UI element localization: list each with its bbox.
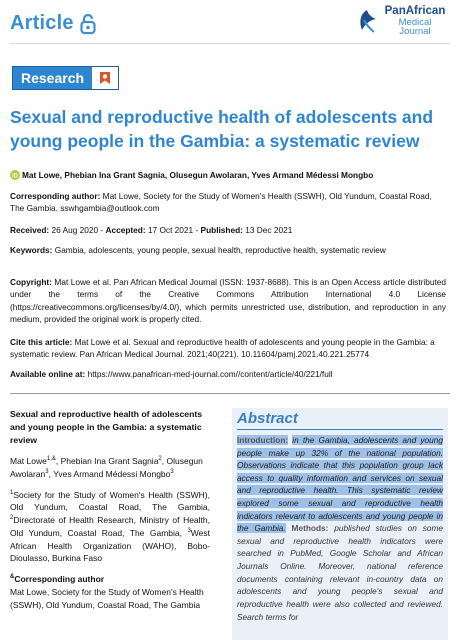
keywords-label: Keywords: (10, 245, 53, 255)
left-column (10, 408, 210, 611)
citation-block (10, 336, 446, 361)
left-column-corresponding-text: Mat Lowe, Society for the Study of Women's Health (SSWH), Old Yundum, Coastal Road, The Gambia (10, 586, 204, 610)
published-label: Published: (200, 225, 243, 235)
journal-brand (380, 6, 450, 37)
open-access-badge (92, 67, 118, 89)
left-column-affiliations: $^1$Society for the Study of Women's Health (SSWH), Old Yundum, Coastal Road, The Gambia, $^2$Directorate of Health Research, Ministry of Health, Old Yundum, Coastal Road, The Gambia, $^3$West African Health Organization (WAHO), Bobo-Dioulasso, Burkina Faso (10, 489, 210, 564)
orcid-icon[interactable] (10, 170, 20, 180)
received-date: 26 Aug 2020 (51, 225, 99, 235)
corresponding-text: Mat Lowe, Society for the Study of Women's Health (SSWH), Old Yundum, Coastal Road, The Gambia. sswhgambia@outlook.com (10, 191, 432, 214)
article-title: Sexual and reproductive health of adolescents and young people in the Gambia: a systematic review (10, 107, 434, 151)
accepted-date: 17 Oct 2021 (147, 225, 194, 235)
corresponding-author-block (10, 190, 446, 215)
abstract-body (237, 434, 443, 623)
keywords-block (10, 244, 446, 256)
journal-logo-icon (356, 8, 378, 34)
abstract-heading: Abstract (237, 410, 298, 427)
left-column-authors: Mat Lowe$^{1,\&}$, Phebian Ina Grant Sagnia$^2$, Olusegun Awolaran$^3$, Yves Armand Médessi Mongbo$^3$ (10, 456, 203, 479)
brand-line-2: Medical (398, 16, 432, 28)
copyright-text: Mat Lowe et al. Pan African Medical Journal (ISSN: 1937-8688). This is an Open Access article distributed under the terms of the Creative Commons Attribution International 4.0 License (https://creativecommons.org/licenses/by/4.0/), which permits unrestricted use, distribution, and reproduction in any medium, provided the original work is properly cited. (10, 277, 446, 325)
abstract-rule (237, 429, 443, 430)
article-label: Article (10, 12, 74, 34)
available-link[interactable]: https://www.panafrican-med-journal.com//content/article/40/221/full (87, 369, 333, 379)
received-label: Received: (10, 225, 50, 235)
bookmark-icon (97, 70, 113, 86)
dates-block: Received: 26 Aug 2020 - Accepted: 17 Oct 2021 - Published: 13 Dec 2021 (10, 225, 293, 235)
abstract-intro-text: in the Gambia, adolescents and young people make up 32% of the national population. Observations indicate that this population group lack access to quality information and services on sexual and reproductive health. This systematic review explored some sexual and reproductive health indicators relevant to adolescents and young people in the Gambia. (237, 435, 444, 534)
left-column-title: Sexual and reproductive health of adolescents and young people in the Gambia: a systematic review (10, 409, 203, 446)
research-label: Research (13, 67, 92, 89)
left-column-corresponding-label: &Corresponding author (10, 574, 105, 585)
keywords-text: Gambia, adolescents, young people, sexual health, reproductive health, systematic review (54, 245, 386, 255)
corresponding-label: Corresponding author: (10, 191, 101, 201)
copyright-label: Copyright: (10, 277, 52, 287)
section-divider (10, 393, 450, 394)
cite-label: Cite this article: (10, 337, 73, 347)
abstract-methods-label: Methods: (291, 523, 329, 534)
cite-text: Mat Lowe et al. Sexual and reproductive health of adolescents and young people in the Gambia: a systematic review. Pan African Medical Journal. 2021;40(221). 10.11604/pamj.2021.40.221.25774 (10, 337, 435, 360)
article-type-badge (12, 66, 119, 90)
svg-text:iD: iD (12, 173, 18, 180)
author-list: Mat Lowe, Phebian Ina Grant Sagnia, Olusegun Awolaran, Yves Armand Médessi Mongbo (22, 170, 374, 180)
available-label: Available online at: (10, 369, 86, 379)
abstract-intro-label: Introduction: (237, 435, 289, 445)
copyright-block (10, 276, 446, 326)
brand-line-3: Journal (399, 26, 431, 37)
available-online-block (10, 368, 446, 380)
abstract-methods-text: published studies on some sexual and reproductive health indicators were searched in PubMed, Google Scholar and African Journals Online. Moreover, national reference documents containing relevant in-country data on adolescents and young people's sexual and reproductive health were also collected and reviewed. Search terms for (237, 523, 444, 622)
open-access-lock-icon (80, 13, 96, 35)
brand-line-1: PanAfrican (384, 5, 446, 17)
header-divider (10, 43, 450, 44)
accepted-label: Accepted: (105, 225, 146, 235)
published-date: 13 Dec 2021 (245, 225, 293, 235)
